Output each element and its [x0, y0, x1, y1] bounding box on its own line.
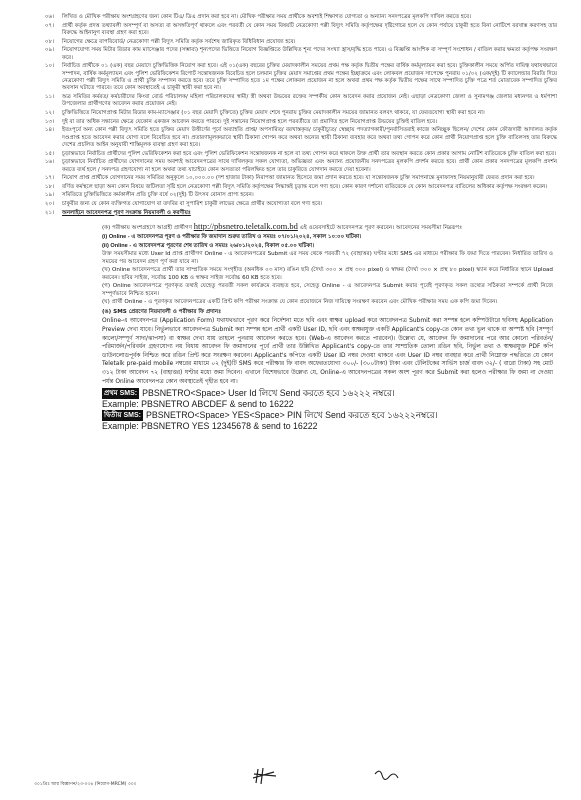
rule-item — [40, 119, 557, 126]
sms-first-tag: প্রথম SMS: — [104, 390, 138, 398]
paragraph-e-heading: (ঙ) SMS প্রেরণের নিয়মাবলী ও পরীক্ষার ফি প্রদানঃ — [102, 308, 222, 315]
rule-number: ১৮। — [44, 183, 54, 190]
rule-text: নিয়োগের ক্ষেত্রে বাপবিবোর্ড/ নেত্রকোণা পল্লী বিদ্যুৎ সমিতি কর্তৃক সর্বশেষ জারিকৃত বিধিবিধান প্রযোজ্য হবে। — [62, 38, 296, 45]
rule-text: লিখিত ও মৌখিক পরীক্ষায় অংশগ্রহণের জন্য কোন টিএ/ ডিএ প্রদান করা হবে না। মৌখিক পরীক্ষার সময় প্রার্থীকে অবশ্যই শিক্ষাগত যোগ্যতা ও অন্যান্য সনদপত্রের মূলকপি দাখিল করতে হবে। — [62, 14, 472, 20]
rule-text: চাকুরীর জন্য যে কোন ব্যক্তিগত যোগাযোগ বা তদবির বা সুপারিশ চাকুরী লাভের ক্ষেত্রে প্রার্থীর অযোগ্যতা বলে গণ্য হবে। — [62, 200, 323, 207]
paragraph-b: (খ) Online আবেদনপত্রে প্রার্থী তার সাম্প্রতিক সময়ে সংগৃহীত (অনধিক ০৩ মাস) রঙিন ছবি (দৈর্ঘ্য ৩০০ × প্রস্থ ৩০০ pixel) ও স্বাক্ষর (দৈর্ঘ্য ৩০০ × প্রস্থ ৮০ pixel) স্ক্যান করে নির্ধারিত স্থানে Upload করবেন। ছবির সাইজ, সর্বোচ্চ 100 KB ও স্বাক্ষর সাইজ সর্বোচ্চ 60 KB হতে হবে। — [102, 267, 553, 281]
rule-item — [40, 94, 557, 109]
sms-second-line — [102, 410, 557, 421]
sms-second-tag: দ্বিতীয় SMS: — [104, 411, 141, 419]
rule-item — [40, 63, 557, 93]
rule-item — [40, 23, 557, 38]
paragraph-a-prefix: (ক) পরীক্ষায় অংশগ্রহণে আগ্রহী প্রার্থীগণ — [102, 224, 192, 231]
rule-number: ০৮। — [44, 38, 54, 45]
paragraph-d: (ঘ) প্রার্থী Online - এ পূরণকৃত আবেদনপত্রের একটি প্রিন্ট কপি পরীক্ষা সংক্রান্ত যে কোন প্রয়োজনে নিজ দায়িত্বে সংরক্ষণ করবেন এবং মৌখিক পরীক্ষার সময় এক কপি জমা দিবেন। — [102, 299, 498, 306]
rule-text: নিয়োগযোগ্য সময় মিটার রিডার কাম ম্যাসেঞ্জার পদের (সম্ভাব্য) শূন্যপদের ভিত্তিতে নিয়োগ বিজ্ঞপ্তিতে উল্লিখিত শূন্য পদের সংখ্যা হ্রাস/বৃদ্ধি হতে পারে। এ বিজ্ঞপ্তি আংশিক বা সম্পূর্ণ সংশোধন / বাতিল করার ক্ষমতা কর্তৃপক্ষ সংরক্ষণ করে। — [62, 47, 557, 61]
website-link[interactable]: http://pbsnetro.teletalk.com.bd — [193, 220, 298, 231]
paragraph-c: (গ) Online আবেদনপত্রে পূরণকৃত তথ্যই যেহেতু পরবর্তী সকল কার্যক্রমে ব্যবহৃত হবে, সেহেতু Online - এ আবেদনপত্র Submit করার পূর্বেই পূরণকৃত সকল তথ্যের সঠিকতা সম্পর্কে প্রার্থী নিজে সম্পূর্ণভাবে নিশ্চিত হবেন। — [102, 283, 553, 297]
rule-number: ১৬। — [44, 159, 54, 166]
rule-item — [40, 127, 557, 149]
rule-number: ১৫। — [44, 150, 54, 157]
rule-number: ১১। — [44, 94, 54, 100]
sms-first-format: PBSNETRO<Space> User Id লিখে Send করতে হবে ১৬২২২ নম্বরে। — [142, 388, 395, 399]
rule-text: নির্বাচিত প্রার্থীকে ০১ (এক) বছর মেয়াদে চুক্তিভিত্তিক নিয়োগ করা হবে। এই ০১(এক) বছরের চুক্তির মেয়াদকালীন সময়ের প্রথম পক্ষ কর্তৃক দ্বিতীয় পক্ষের বার্ষিক কর্মমূল্যায়ন করা হবে। চুক্তিকালীন সময়ে অর্পিত দায়িত্ব যথাযথভাবে সম্পাদন, বার্ষিক কর্মমূল্যায়ন এবং পুলিশ ভেরিফিকেশন রিপোর্ট সন্তোষজনক বিবেচিত হলে চলমান চুক্তির মেয়াদ সমাপ্তের প্রথম পক্ষের ইচ্ছাক্রমে এবং লোকবল প্রয়োজন সাপেক্ষে পুনরায় ০১/০২ (এক/দুই) টি ক্যালেন্ডার বিরতি দিয়ে নেত্রকোণা পল্লী বিদ্যুৎ সমিতি ও প্রার্থী চুক্তি সম্পাদন করতে হবে। তবে চুক্তি সম্পাদিত হতে ১ম পক্ষের লোকবল প্রয়োজন না হলে অথবা প্রথম পক্ষ কর্তৃক দ্বিতীয় পক্ষের সাথে সম্পাদিত চুক্তি পত্রে শর্ত মোতাবেক সম্পাদিত চুক্তির অবসান ঘটাতে পারবে। তবে কোন অবস্থাতেই এ চাকুরী স্থায়ী করা হবে না। — [62, 63, 557, 92]
rule-number: ১৪। — [44, 127, 54, 134]
rule-number: ২১। — [44, 209, 54, 216]
rule-item — [40, 39, 557, 46]
rule-number: ১২। — [44, 110, 54, 116]
signature-mark-2 — [372, 766, 402, 786]
rule-text: বর্ণিত কর্মস্থলে ছাড়া অন্য কোন বিষয়ে জটিলতা সৃষ্টি হলে নেত্রকোণা পল্লী বিদ্যুৎ সমিতি কর্তৃপক্ষের সিদ্ধান্তই চূড়ান্ত বলে গণ্য হবে। কোন কারণ দর্শানো ব্যতিরেকে যে কোন আবেদনপত্র বাতিলের অধিকার কর্তৃপক্ষ সংরক্ষণ করেন। — [62, 183, 548, 190]
rule-item — [40, 175, 557, 182]
paragraph-e-body: Online-এ আবেদনপত্র (Application Form) যথাযথভাবে পূরণ করে নির্দেশনা মতে ছবি এবং স্বাক্ষর upload করে আবেদনপত্র Submit করা সম্পন্ন হলে কম্পিউটারে ছবিসহ Application Preview দেখা যাবে। নির্ভুলভাবে আবেদনপত্র Submit করা সম্পন্ন হলে প্রার্থী একটি User ID, ছবি এবং স্বাক্ষরযুক্ত একটি Applicant's copy-তে কোন তথ্য ভুল থাকে বা অস্পষ্ট ছবি (সম্পূর্ণ কালো/সম্পূর্ণ সাদা/ঝাপসা) বা স্বাক্ষর দেখা যায় তাহলে পুনরায় আবেদন করতে হবে। (Web-এ আবেদন করতে পারবেন)। উল্লেখ্য যে, আবেদন ফি জমাদানের পরে আর কোনো পরিবর্তন/পরিমার্জন/পরিবর্ধন গ্রহণযোগ্য নয় বিধায় আবেদন ফি জমাদানের পূর্বে প্রার্থী তার উল্লিখিত Applicant's copy-তে তার সাম্প্রতিক তোলা রঙিন ছবি, নির্ভুল তথ্য ও স্বাক্ষরযুক্ত PDF কপি ডাউনলোডপূর্বক নিশ্চিত করে রঙিন প্রিন্ট করে সংরক্ষণ করবেন। Applicant's কপিতে একটি User ID নম্বর দেওয়া থাকবে এবং User ID নম্বর ব্যবহার করে প্রার্থী নিম্নোক্ত পদ্ধতিতে যে কোন Teletalk pre-paid mobile নম্বরের মাধ্যমে ০২ (দুই)টি SMS করে পরীক্ষার ফি বাবদ অফেরতযোগ্য ৩০০/- (৩০০টাকা) টাকা এবং টেলিটকের সার্ভিস চার্জ বাবদ ৩২/- ( বারো টাকা) সহ মোট ৩১২ টাকা আবেদন ৭২ (বাহাত্তর) ঘণ্টার মধ্যে জমা দিবেন। এখানে বিশেষভাবে উল্লেখ্য যে, Online-এ আবেদনপত্রের সকল অংশ পূরণ করে Submit করা হলেও পরীক্ষার ফি জমা না দেওয়া পর্যন্ত Online আবেদনপত্র কোন অবস্থাতেই গৃহীত হবে না। — [102, 318, 553, 385]
rule-number: ০৯। — [44, 47, 54, 54]
rule-number: ২০। — [44, 200, 54, 207]
online-end-date: (ii) Online - এ আবেদনপত্র পূরণের শেষ তারিখ ও সময়ঃ ২৬/০১/২০২৪, বিকাল ০৫.০০ ঘটিকা। — [102, 242, 315, 249]
sms-second-format: PBSNETRO<Space> YES<Space> PIN লিখে Send করতে হবে ১৬২২২নম্বরে। — [146, 409, 438, 420]
rule-text: অত্র সমিতির কর্মরত/ কর্মচারীদের কিংবা বোর্ড পরিচালক/ মহিলা পরিচালকদের স্বামী/ স্ত্রী অথবা উভয়ের রক্তের সম্পর্কীয় কোন আবেদন করার প্রয়োজন নেই। এছাড়া নেত্রকোণা জেলা ও সুনামগঞ্জ জেলার মধ্যনগর ও ধর্মপাশা উপজেলার প্রার্থীগণের আবেদন করার প্রয়োজন নেই। — [62, 94, 557, 108]
rule-text: প্রার্থী কর্তৃক প্রদত্ত তথ্যাবলী অসম্পূর্ণ বা অসত্য বা অসঙ্গতিপূর্ণ থাকলে এবং পরবর্তী যে কোন সময় বিষয়টি নেত্রকোণা পল্লী বিদ্যুৎ সমিতি কর্তৃপক্ষের দৃষ্টিগোচর হলে যে কোন পর্যায়ে চাকুরী হতে বিনা নোটিশে বরখাস্ত করণসহ তার বিরুদ্ধে আইনানুগ ব্যবস্থা গ্রহণ করা হবে। — [62, 22, 557, 36]
rule-item — [40, 14, 557, 21]
rule-text: সমিতিতে চুক্তিভিত্তিতে কর্মকালীন প্রতি চুক্তি বর্ষে ০২(দুই) টি উৎসব বোনাস প্রাপ্য হবেন। — [62, 192, 254, 199]
sms-first-example: Example: PBSNETRO ABCDEF & send to 16222 — [102, 399, 294, 410]
paragraph-a — [102, 220, 553, 233]
rule-number: ১৭। — [44, 175, 54, 182]
rule-item — [40, 110, 557, 117]
rule-number: ১০। — [44, 63, 54, 70]
rule-text: ইতঃপূর্বে অন্য কোন পল্লী বিদ্যুৎ সমিতি হতে চুক্তির মেয়াদ উত্তীর্ণের পূর্বে অব্যাহতি প্রাপ্ত/ অপসারিত/ বরখাস্তকৃত/ চাকুরীচ্যুত/ স্বেচ্ছায় পদত্যাগকারী/পুনর্বাসিতরাই কাজে অনিচ্ছুক ছিলেন/ দেশের কোন ফৌজদারী আদালত কর্তৃক দণ্ডপ্রাপ্ত হতে আবেদন করার যোগ্য বলে বিবেচিত হবে না। প্রতারণামূলকভাবে স্থায়ী ঠিকানা গোপন করে অথবা অন্যের স্থায়ী ঠিকানা ব্যবহার করে অথবা তথ্য গোপন করে কোন প্রার্থী নিয়োগপ্রাপ্ত হলে চুক্তি বাতিলসহ তার বিরুদ্ধে দেশের প্রচলিত আইন অনুযায়ী শাস্তিমূলক ব্যবস্থা গ্রহণ করা হবে। — [62, 127, 557, 148]
rule-item — [40, 47, 557, 62]
rule-text: চুক্তিভিত্তিতে নিয়োগপ্রাপ্ত মিটার রিডার কাম-ম্যাসেঞ্জার (০১ বছর মেয়াদি চুক্তিতে) চুক্তির মেয়াদ শেষে পুনরায় চুক্তির মেয়াদকালীন সময়ের জামানত বলবৎ থাকবে, যা ফেরতযোগ্য স্থায়ী করা হবে না। — [62, 110, 485, 116]
rule-text: চূড়ান্তভাবে নির্বাচিত প্রার্থীদের পুলিশ ভেরিফিকেশন করা হবে এবং পুলিশ ভেরিফিকেশন সন্তোষজনক না হলে বা তথ্য গোপন করে থাকলে উক্ত প্রার্থী তার অবস্থান করতে কোন প্রকার আগাম নোটিশ ব্যতিরেকে চুক্তি বাতিল করা হবে। — [62, 150, 557, 157]
rule-number: ০৭। — [44, 22, 54, 29]
online-application-heading: অনলাইনে আবেদনপত্র পূরণ সংক্রান্ত নিয়মাবলী ও করণীয়ঃ — [62, 209, 191, 216]
sms-fee-note: উক্ত সময়সীমার মধ্যে User Id প্রাপ্ত প্রার্থীগণ Online - এ আবেদনপত্রের Submit এর সময় থেকে পরবর্তী ৭২ (বাহাত্তর) ঘণ্টার মধ্যে SMS এর মাধ্যমে পরীক্ষার ফি জমা দিতে পারবেন। নির্ধারিত তারিখ ও সময়ের পর আবেদন গ্রহণ পূর্ণ করা যাবে না। — [102, 251, 553, 265]
rule-text: দুই বা তার অধিক সন্তানের ক্ষেত্রে যেকোন একজন আবেদন করতে পারবে। দুই সন্তানের নিয়োগপ্রাপ্ত হলে পরবর্তীতে তা প্রমাণিত হলে নিয়োগপ্রাপ্ত উভয়ের চুক্তিই বাতিল হবে। — [62, 118, 438, 125]
sms-second-example: Example: PBSNETRO YES 12345678 & send to 16222 — [102, 420, 318, 431]
rule-item — [40, 201, 557, 208]
footer-code: ৩০১প্রিঃ আর বিজ্ঞাপন/২৩-০৩৪ (নিয়োগ-MRCM) ৩০০ — [34, 782, 137, 787]
rule-21 — [40, 210, 557, 217]
rule-text: চূড়ান্তভাবে নির্বাচিত প্রার্থীদের যোগদানের সময় অবশ্যই আবেদনপত্রের সাথে দাখিলকৃত সকল যোগ্যতা, অভিজ্ঞতা এবং অন্যান্য প্রয়োজনীয় সনদপত্রের মূলকপি প্রদর্শন করতে হবে। প্রার্থী কোন প্রকার সনদপত্রের মূলকপি প্রদর্শন করতে ব্যর্থ হলে / সনদপত্র গ্রহণযোগ্য না হলে অথবা তথ্য যাচাইয়ে কোন অসত্যতা পরিলক্ষিত হলে তার চাকুরিতে যোগদান করতে দেয়া হবেনা। — [62, 159, 557, 173]
rule-item — [40, 184, 557, 191]
rule-number: ১৩। — [44, 118, 54, 125]
rule-text: নিয়োগ প্রাপ্ত প্রার্থীকে যোগদানের সময় সমিতির অনুকূলে ১০,০০০.০০ (দশ হাজার টাকা) নিরাপত্তা জামানত হিসেবে জমা প্রদান করতে হবে। যা সন্তোষজনক চুক্তি সমাপনান্তে মুনাফাসহ নিয়মানুযায়ী ফেরত প্রদান করা হবে। — [62, 175, 535, 182]
rule-item — [40, 159, 557, 174]
paragraph-a-suffix: এই ওয়েবসাইটে আবেদনপত্র পূরণ করবেন। আবেদনের সময়সীমা নিম্নরূপঃ — [299, 224, 463, 231]
sms-first-line — [102, 388, 557, 399]
online-application-section — [102, 220, 553, 386]
rule-number: ০৬। — [44, 14, 54, 20]
rule-item — [40, 151, 557, 158]
rules-list — [40, 14, 557, 208]
signature-mark-1 — [250, 766, 280, 786]
online-start-date: (i) Online - এ আবেদনপত্র পূরণ ও পরীক্ষার ফি জমাদান শুরুর তারিখ ও সময়ঃ ০৭/০১/২০২৪, সকাল ১০:০০ ঘটিকা। — [102, 234, 362, 241]
sms-instructions — [40, 388, 557, 431]
rule-number: ১৯। — [44, 192, 54, 199]
rule-item — [40, 192, 557, 199]
